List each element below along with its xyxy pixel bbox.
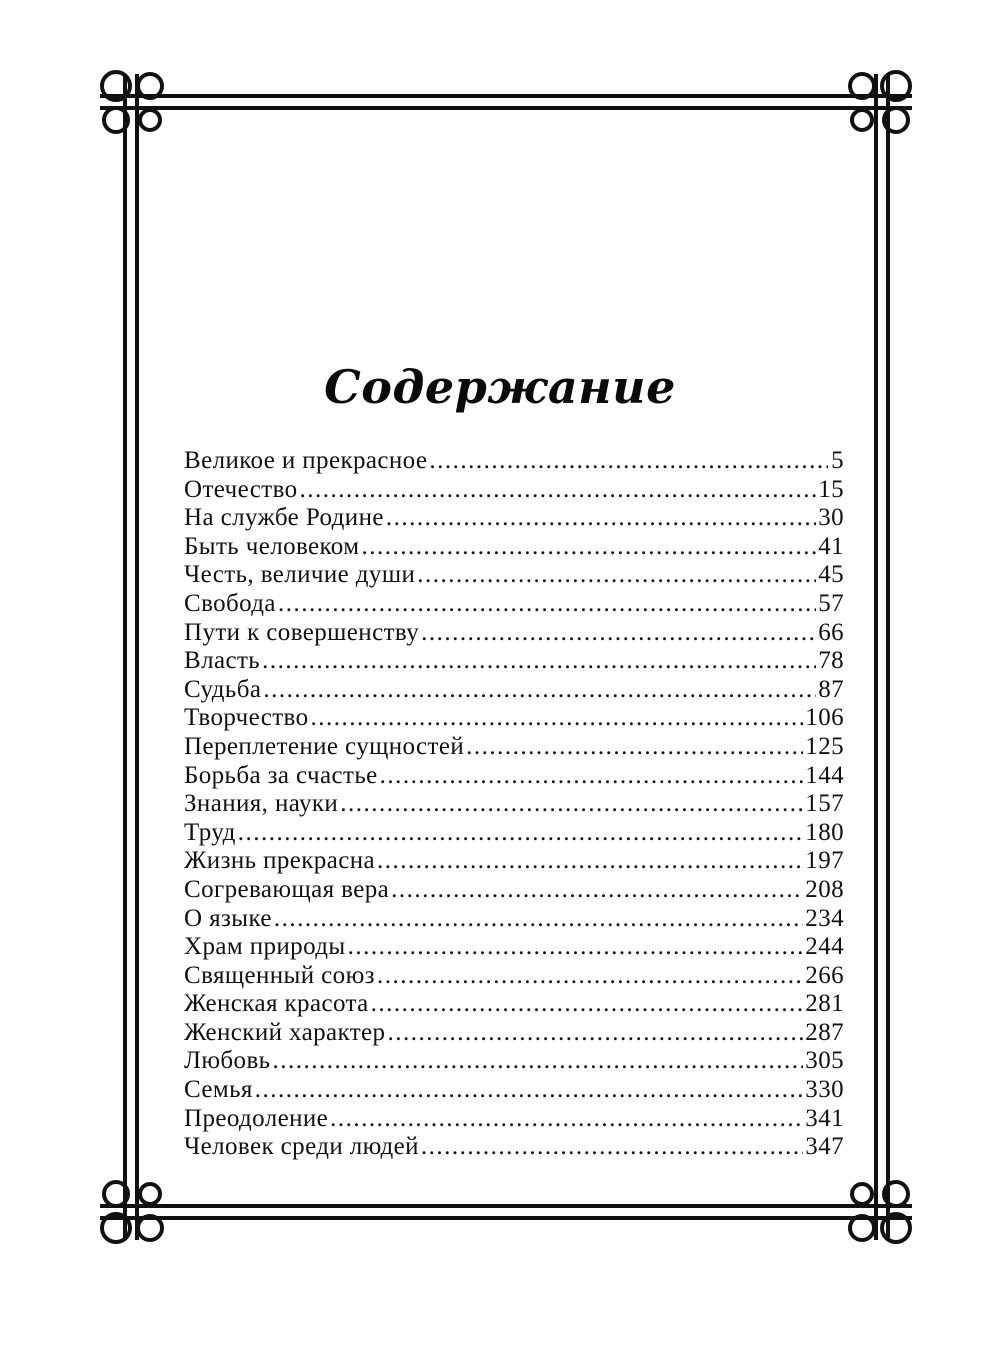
toc-entry-label: Любовь (184, 1047, 271, 1075)
toc-entry-page-number: 125 (805, 732, 844, 760)
toc-entry-label: Пути к совершенству (184, 618, 420, 646)
toc-entry-page-number: 341 (805, 1104, 844, 1132)
toc-entry-page-number: 57 (818, 589, 844, 617)
dot-leader (386, 504, 816, 533)
toc-entry-page-number: 106 (805, 704, 844, 732)
dot-leader (466, 733, 803, 762)
toc-entry[interactable] (184, 504, 844, 533)
toc-entry-page-number: 244 (805, 933, 844, 961)
toc-entry-label: Женский характер (184, 1018, 386, 1046)
dot-leader (310, 704, 803, 733)
toc-entry[interactable] (184, 676, 844, 705)
dot-leader (417, 561, 816, 590)
toc-entry-page-number: 144 (805, 761, 844, 789)
toc-entry-page-number: 287 (805, 1018, 844, 1046)
toc-entry-page-number: 234 (805, 904, 844, 932)
toc-entry-page-number: 5 (831, 447, 844, 474)
corner-ornament-top-right (848, 72, 912, 138)
toc-entry[interactable] (184, 847, 844, 876)
toc-entry-label: Человек среди людей (184, 1133, 419, 1161)
toc-entry-page-number: 197 (805, 847, 844, 875)
toc-entry-page-number: 30 (818, 504, 844, 532)
toc-entry[interactable] (184, 1105, 844, 1134)
toc-entry[interactable] (184, 990, 844, 1019)
dot-leader (238, 819, 804, 848)
dot-leader (377, 847, 803, 876)
toc-entry-page-number: 330 (805, 1076, 844, 1104)
toc-entry[interactable] (184, 476, 844, 505)
toc-entry[interactable] (184, 876, 844, 905)
toc-entry[interactable] (184, 590, 844, 619)
toc-entry-page-number: 281 (805, 990, 844, 1018)
dot-leader (361, 533, 816, 562)
dot-leader (262, 647, 816, 676)
toc-entry-label: Согревающая вера (184, 875, 390, 903)
dot-leader (421, 1133, 803, 1162)
toc-entry-page-number: 78 (818, 647, 844, 675)
toc-entry-label: Жизнь прекрасна (184, 847, 375, 875)
dot-leader (330, 1105, 803, 1134)
toc-entry-page-number: 347 (805, 1133, 844, 1161)
toc-entry-label: Храм природы (184, 933, 346, 961)
toc-entry-page-number: 66 (818, 618, 844, 646)
dot-leader (421, 619, 816, 648)
dot-leader (274, 905, 803, 934)
toc-entry[interactable] (184, 905, 844, 934)
toc-entry-page-number: 266 (805, 961, 844, 989)
toc-entry[interactable] (184, 533, 844, 562)
toc-entry-label: Свобода (184, 589, 276, 617)
toc-entry[interactable] (184, 1076, 844, 1105)
dot-leader (255, 1076, 804, 1105)
toc-entry-label: Отечество (184, 475, 298, 503)
toc-entry-label: На службе Родине (184, 504, 384, 532)
dot-leader (371, 990, 804, 1019)
dot-leader (348, 933, 804, 962)
toc-entry[interactable] (184, 962, 844, 991)
toc-entry[interactable] (184, 619, 844, 648)
toc-entry-label: Творчество (184, 704, 309, 732)
toc-entry-page-number: 45 (818, 561, 844, 589)
dot-leader (391, 876, 803, 905)
toc-entry[interactable] (184, 447, 844, 476)
corner-ornament-bottom-right (848, 1176, 912, 1242)
toc-entry-label: О языке (184, 904, 272, 932)
corner-ornament-bottom-left (100, 1176, 165, 1242)
toc-entry-label: Знания, науки (184, 790, 339, 818)
toc-entry-label: Преодоление (184, 1104, 329, 1132)
toc-entry[interactable] (184, 819, 844, 848)
dot-leader (272, 1047, 803, 1076)
dot-leader (340, 790, 803, 819)
page-title: Содержание (324, 360, 676, 414)
toc-entry-label: Великое и прекрасное (184, 447, 428, 474)
toc-entry-page-number: 305 (805, 1047, 844, 1075)
toc-entry-label: Священный союз (184, 961, 375, 989)
toc-entry-page-number: 87 (818, 675, 844, 703)
toc-entry-label: Переплетение сущностей (184, 732, 465, 760)
dot-leader (377, 962, 803, 991)
corner-ornament-top-left (100, 72, 165, 138)
toc-entry[interactable] (184, 1019, 844, 1048)
toc-entry[interactable] (184, 933, 844, 962)
dot-leader (387, 1019, 803, 1048)
toc-entry-label: Женская красота (184, 990, 369, 1018)
dot-leader (278, 590, 816, 619)
toc-entry[interactable] (184, 561, 844, 590)
toc-entry[interactable] (184, 1133, 844, 1162)
toc-entry-label: Судьба (184, 675, 262, 703)
toc-entry-label: Борьба за счастье (184, 761, 378, 789)
dot-leader (429, 447, 828, 476)
toc-entry-label: Власть (184, 647, 261, 675)
toc-entry[interactable] (184, 704, 844, 733)
toc-entry[interactable] (184, 790, 844, 819)
toc-entry[interactable] (184, 1047, 844, 1076)
dot-leader (263, 676, 816, 705)
toc-entry[interactable] (184, 647, 844, 676)
toc-entry-label: Быть человеком (184, 532, 360, 560)
dot-leader (380, 762, 804, 791)
toc-entry-page-number: 180 (805, 818, 844, 846)
toc-entry-page-number: 208 (805, 875, 844, 903)
toc-entry-page-number: 15 (818, 475, 844, 503)
toc-entry[interactable] (184, 762, 844, 791)
table-of-contents (184, 447, 844, 1162)
toc-entry-label: Семья (184, 1076, 253, 1104)
toc-entry-label: Честь, величие души (184, 561, 416, 589)
toc-entry-page-number: 41 (818, 532, 844, 560)
dot-leader (300, 476, 817, 505)
toc-entry-label: Труд (184, 818, 236, 846)
toc-entry[interactable] (184, 733, 844, 762)
toc-entry-page-number: 157 (805, 790, 844, 818)
